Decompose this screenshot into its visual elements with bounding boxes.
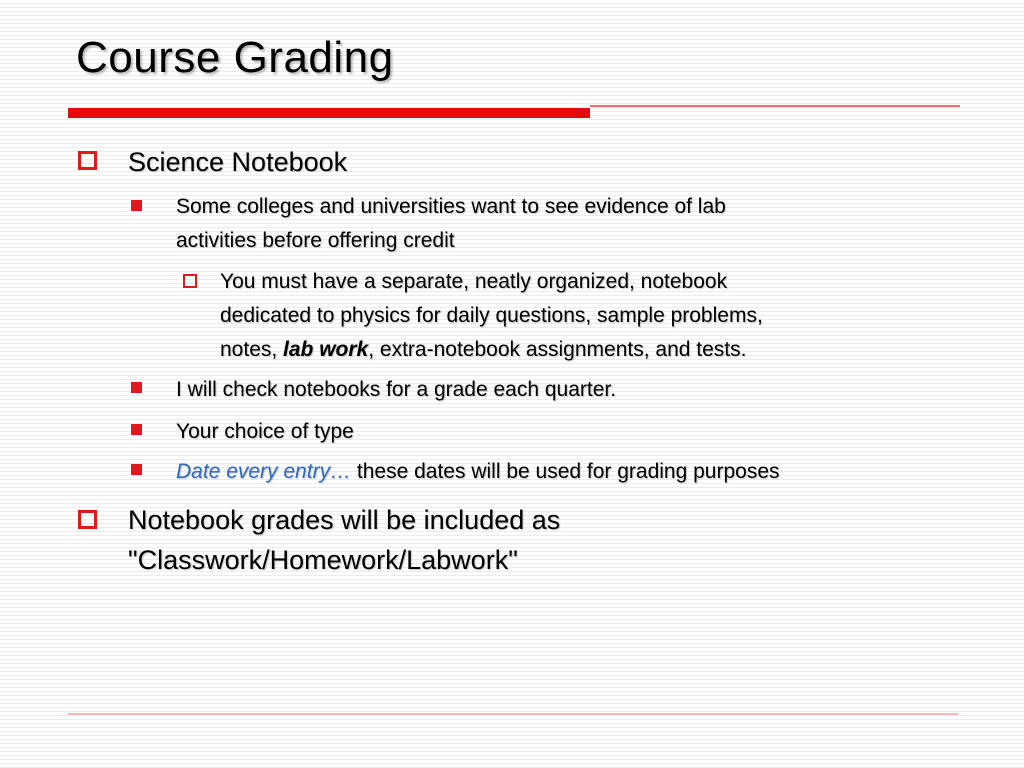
bullet-colleges-line2: activities before offering credit [176,229,455,252]
bullet-notebook-line2: dedicated to physics for daily questions, sample problems, [220,304,763,327]
hollow-square-bullet-icon [78,151,97,170]
slide-title: Course Grading [76,33,394,82]
date-entry-suffix: these dates will be used for grading purposes [351,460,780,483]
bullet-notebook-line3 [220,333,746,367]
notes-text: notes, [220,338,284,361]
hollow-square-bullet-icon [78,510,97,529]
title-underline-thick [68,108,590,118]
bullet-notebook-line1: You must have a separate, neatly organized, notebook [220,270,728,293]
bullet-notebook-grades-line2: "Classwork/Homework/Labwork" [128,545,518,575]
title-underline-thin [590,105,960,107]
line3-suffix: , extra-notebook assignments, and tests. [368,338,747,361]
bullet-date-entry [176,455,780,489]
footer-divider [68,713,958,715]
filled-square-bullet-icon [131,464,142,475]
bullet-colleges-line1: Some colleges and universities want to see evidence of lab [176,195,726,218]
bullet-check-notebooks: I will check notebooks for a grade each quarter. [176,378,617,401]
filled-square-bullet-icon [131,382,142,393]
filled-square-bullet-icon [131,200,142,211]
lab-work-emphasis: lab work [283,338,369,361]
filled-square-bullet-icon [131,424,142,435]
bullet-science-notebook: Science Notebook [128,147,348,177]
date-every-entry-emphasis: Date every entry… [176,460,352,483]
bullet-choice-of-type: Your choice of type [176,420,354,443]
hollow-square-bullet-icon [183,274,197,288]
bullet-notebook-grades-line1: Notebook grades will be included as [128,505,561,535]
